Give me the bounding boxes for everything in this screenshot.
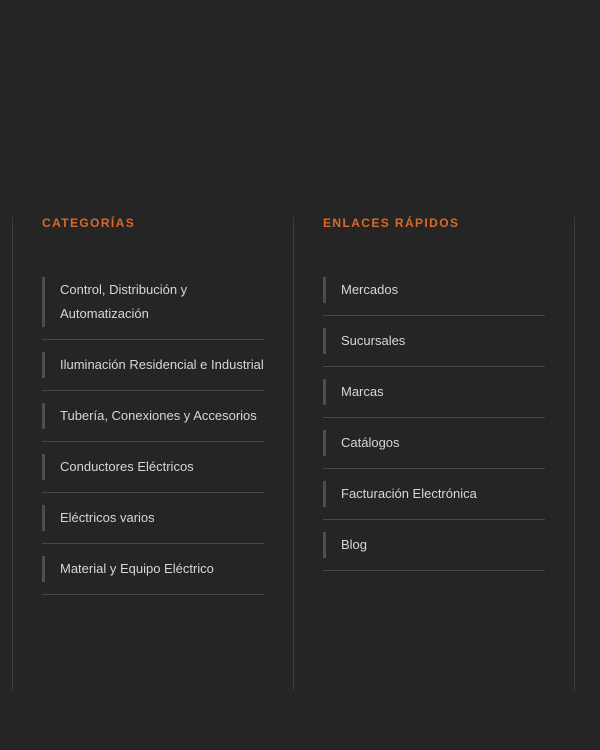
categoria-link[interactable]: Iluminación Residencial e Industrial — [42, 352, 264, 378]
list-item — [42, 556, 264, 595]
list-item — [323, 277, 545, 316]
list-item — [323, 328, 545, 367]
column-divider-left — [12, 217, 13, 690]
enlace-link[interactable]: Mercados — [323, 277, 545, 303]
list-item — [42, 505, 264, 544]
enlaces-title: ENLACES RÁPIDOS — [323, 216, 460, 230]
column-divider-middle — [293, 217, 294, 690]
enlace-link[interactable]: Blog — [323, 532, 545, 558]
enlace-link[interactable]: Facturación Electrónica — [323, 481, 545, 507]
list-item — [42, 454, 264, 493]
list-item — [42, 277, 264, 340]
list-item — [42, 352, 264, 391]
categoria-link[interactable]: Tubería, Conexiones y Accesorios — [42, 403, 264, 429]
categorias-menu — [42, 277, 264, 607]
categorias-column — [42, 215, 264, 576]
categorias-title: CATEGORÍAS — [42, 216, 136, 230]
list-item — [323, 379, 545, 418]
enlace-link[interactable]: Sucursales — [323, 328, 545, 354]
categoria-link[interactable]: Material y Equipo Eléctrico — [42, 556, 264, 582]
list-item — [42, 403, 264, 442]
enlace-link[interactable]: Catálogos — [323, 430, 545, 456]
categoria-link[interactable]: Control, Distribución y Automatización — [42, 277, 264, 327]
column-divider-right — [574, 217, 575, 690]
list-item — [323, 481, 545, 520]
list-item — [323, 532, 545, 571]
categoria-link[interactable]: Conductores Eléctricos — [42, 454, 264, 480]
enlace-link[interactable]: Marcas — [323, 379, 545, 405]
enlaces-menu — [323, 277, 545, 583]
categoria-link[interactable]: Eléctricos varios — [42, 505, 264, 531]
list-item — [323, 430, 545, 469]
enlaces-column — [323, 215, 477, 552]
